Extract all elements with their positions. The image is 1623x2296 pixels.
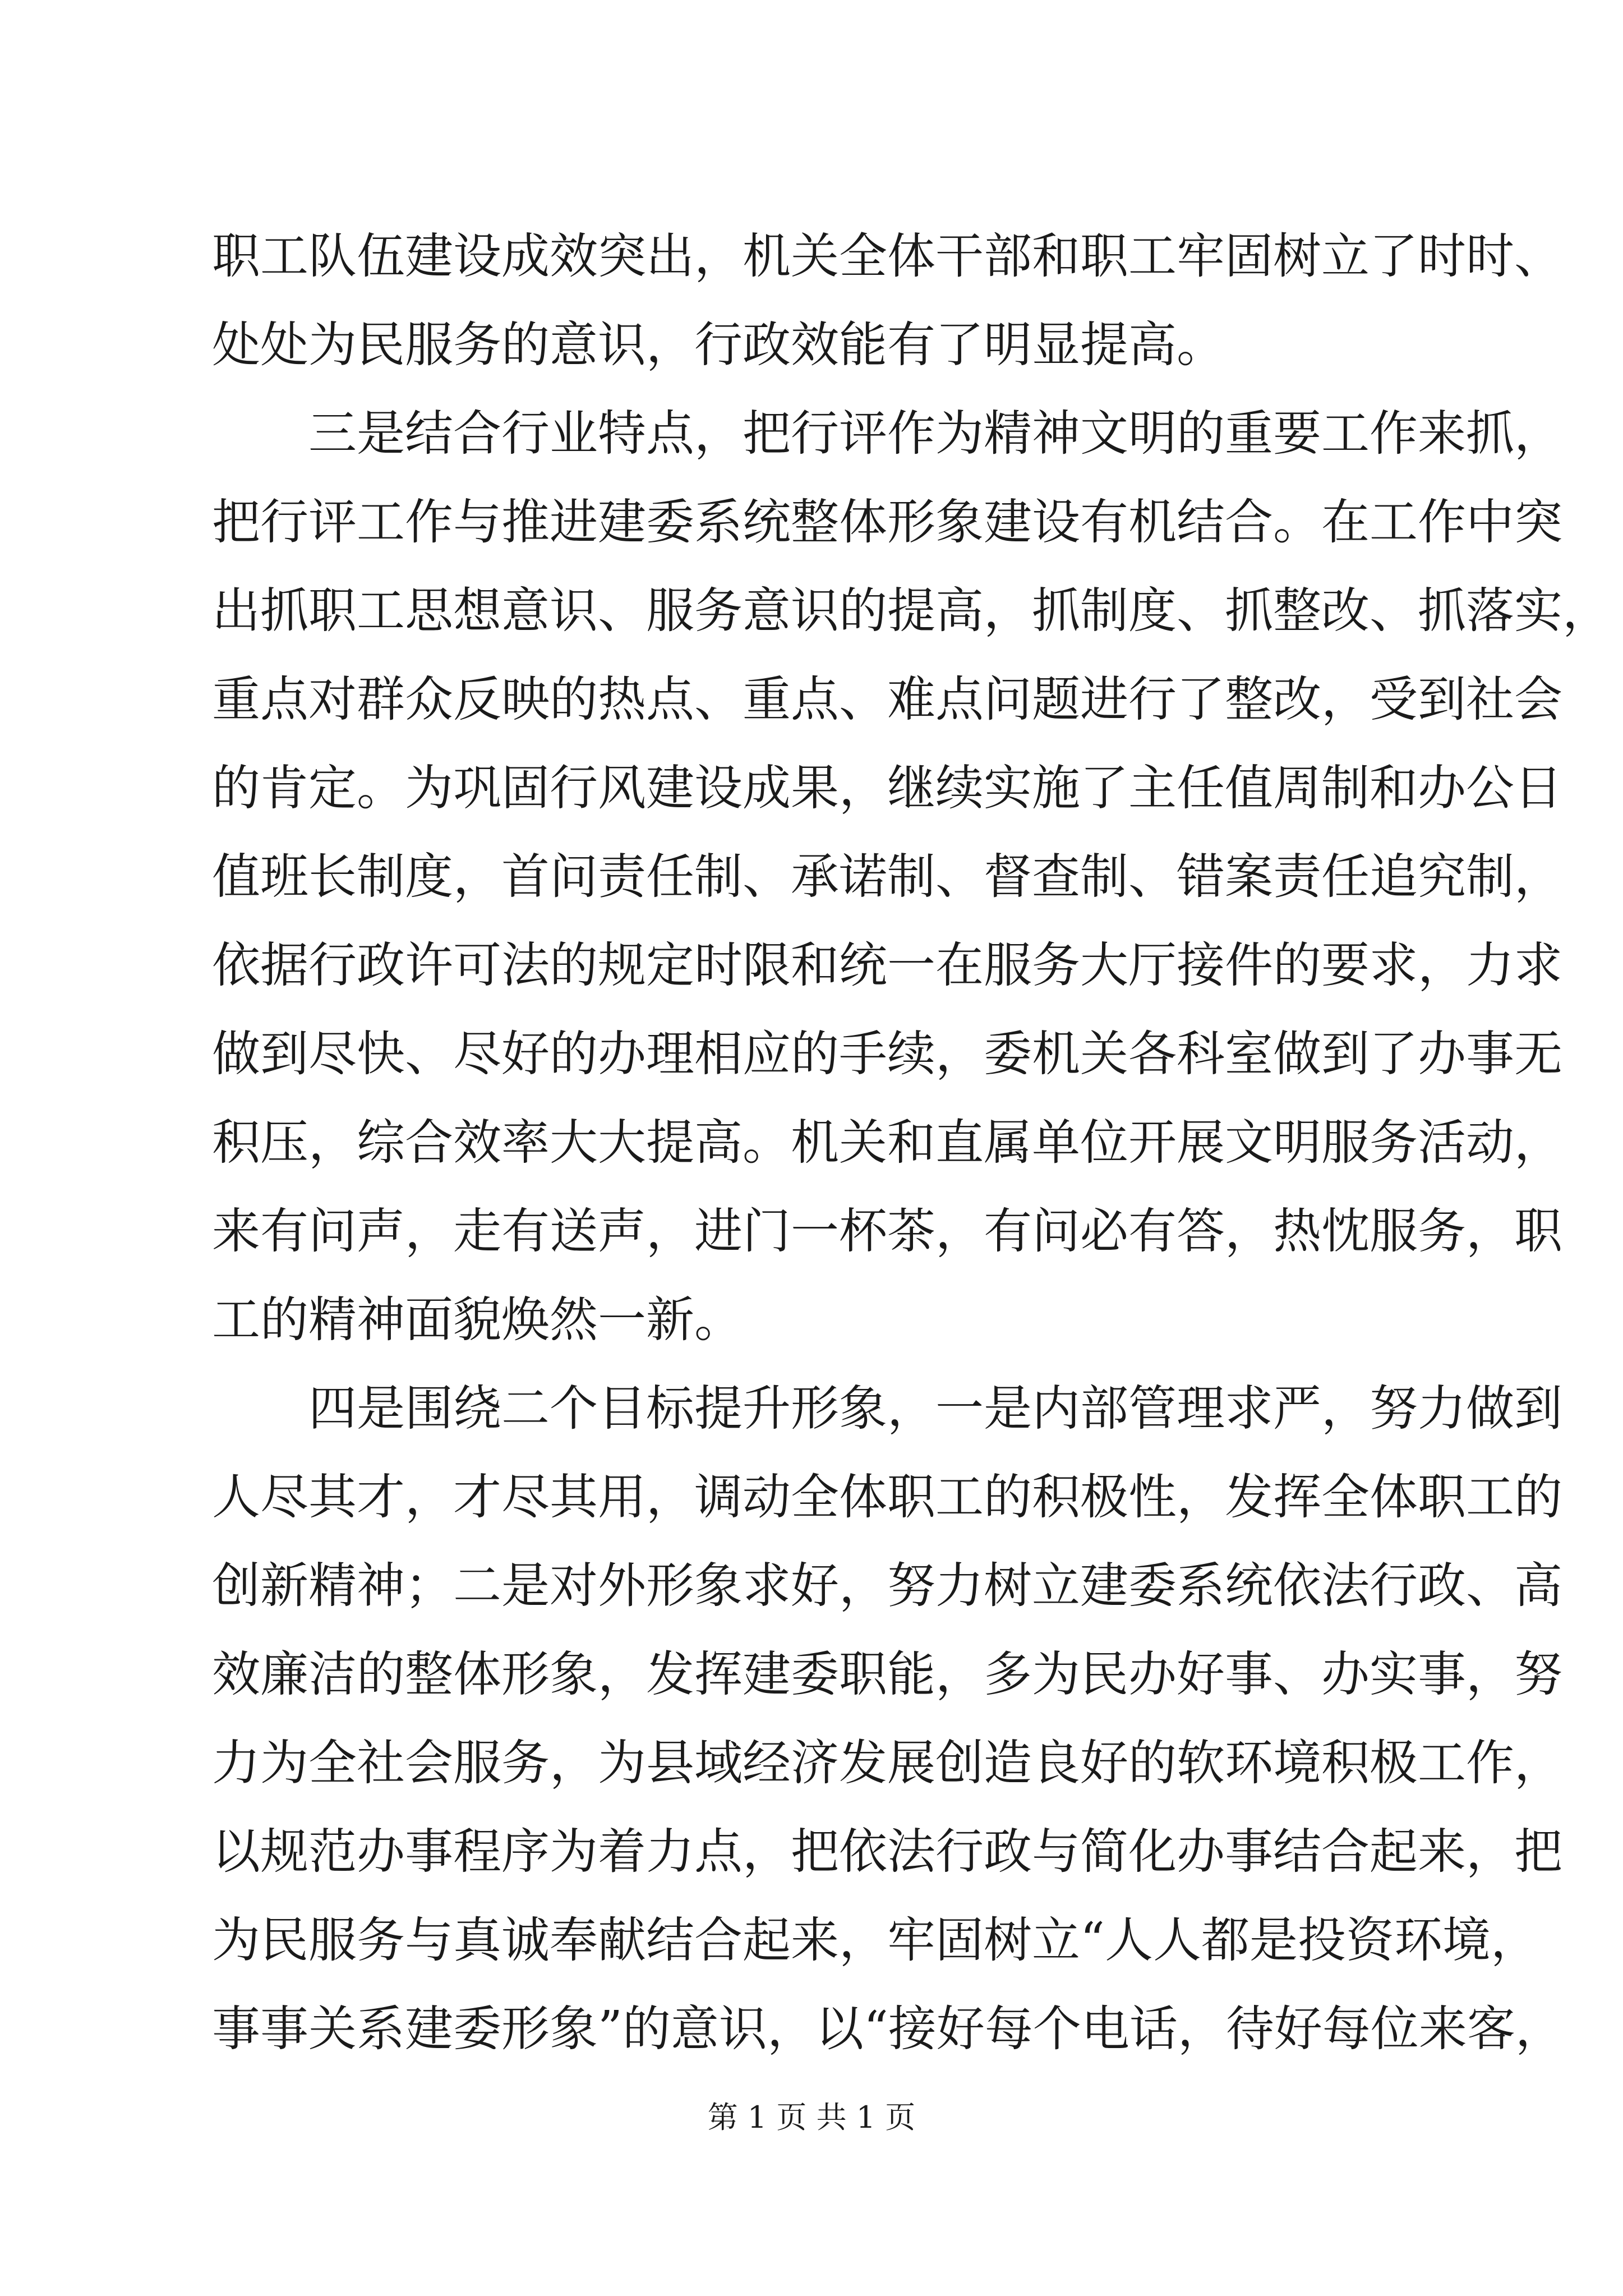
text-line: 重点对群众反映的热点、重点、难点问题进行了整改，受到社会 [212,671,1562,728]
text-line: 事事关系建委形象”的意识，以“接好每个电话，待好每位来客， [212,2001,1564,2057]
text-line: 为民服务与真诚奉献结合起来，牢固树立“人人都是投资环境， [212,1912,1539,1968]
text-line: 以规范办事程序为着力点，把依法行政与简化办事结合起来，把 [212,1824,1562,1880]
text-line: 人尽其才，才尽其用，调动全体职工的积极性，发挥全体职工的 [212,1469,1562,1525]
text-line: 效廉洁的整体形象，发挥建委职能，多为民办好事、办实事，努 [212,1646,1562,1703]
text-line: 的肯定。为巩固行风建设成果，继续实施了主任值周制和办公日 [212,760,1562,816]
text-line: 积压，综合效率大大提高。机关和直属单位开展文明服务活动， [212,1115,1562,1171]
text-line: 值班长制度，首问责任制、承诺制、督查制、错案责任追究制， [212,849,1562,905]
page-footer: 第 1 页 共 1 页 [707,2100,916,2135]
text-line: 创新精神；二是对外形象求好，努力树立建委系统依法行政、高 [212,1558,1562,1614]
document-body [212,212,1611,2073]
text-line: 把行评工作与推进建委系统整体形象建设有机结合。在工作中突 [212,494,1562,550]
text-line: 四是围绕二个目标提升形象，一是内部管理求严，努力做到 [308,1381,1562,1437]
text-line: 依据行政许可法的规定时限和统一在服务大厅接件的要求，力求 [212,937,1562,993]
text-line: 力为全社会服务，为县域经济发展创造良好的软环境积极工作， [212,1735,1562,1791]
text-line: 来有问声，走有送声，进门一杯茶，有问必有答，热忱服务，职 [212,1203,1562,1259]
text-line: 三是结合行业特点，把行评作为精神文明的重要工作来抓， [308,406,1562,462]
text-line: 职工队伍建设成效突出，机关全体干部和职工牢固树立了时时、 [212,228,1562,284]
text-line: 出抓职工思想意识、服务意识的提高，抓制度、抓整改、抓落实， [212,583,1611,639]
text-line: 处处为民服务的意识，行政效能有了明显提高。 [212,317,1225,373]
text-line: 做到尽快、尽好的办理相应的手续，委机关各科室做到了办事无 [212,1026,1562,1082]
text-line: 工的精神面貌焕然一新。 [212,1292,743,1348]
